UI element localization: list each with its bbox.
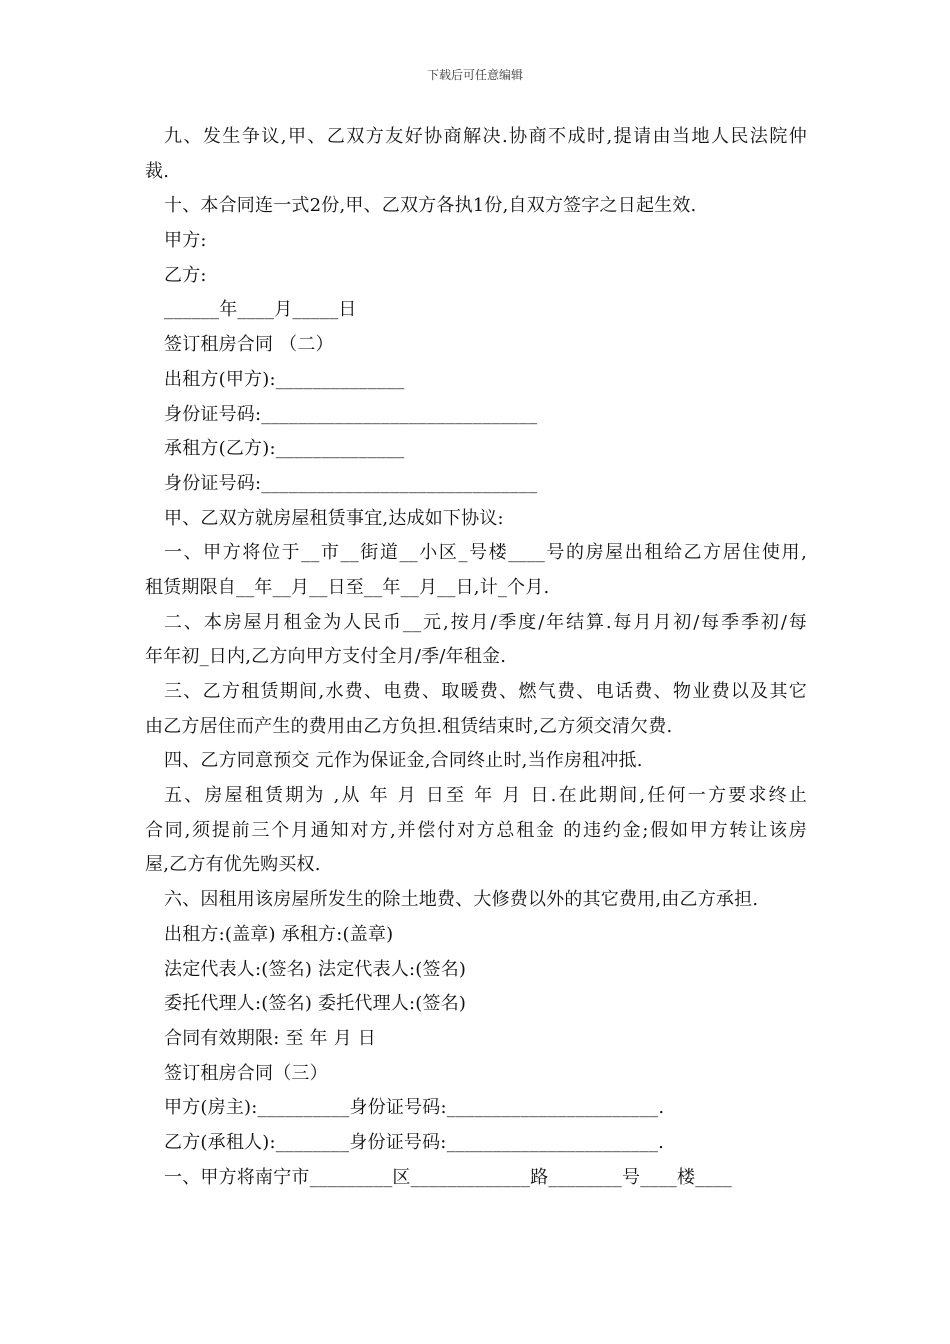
text-line: 乙方: [164,264,207,286]
text-line: 由乙方居住而产生的费用由乙方负担.租赁结束时,乙方须交清欠费. [145,715,673,737]
text-line: 法定代表人:(签名) 法定代表人:(签名) [164,958,467,980]
text-line: 签订租房合同（三） [164,1062,328,1084]
text-line: 委托代理人:(签名) 委托代理人:(签名) [164,993,467,1015]
contract-body [145,120,807,1195]
text-line: 年年初_日内,乙方向甲方支付全月/季/年租金. [145,646,507,668]
text-line: 三、乙方租赁期间,水费、电费、取暖费、燃气费、电话费、物业费以及其它 [164,681,807,702]
text-line: 甲方(房主):__________身份证号码:_______________________. [164,1097,665,1119]
text-line: 出租方:(盖章) 承租方:(盖章) [164,923,394,945]
text-line: 签订租房合同 （二） [164,334,334,356]
text-line: 五、房屋租赁期为 ,从 年 月 日至 年 月 日.在此期间,任何一方要求终止 [164,785,807,807]
text-line: 身份证号码:______________________________ [164,403,538,425]
text-line: 甲方: [164,230,207,252]
text-line: 四、乙方同意预交 元作为保证金,合同终止时,当作房租冲抵. [164,750,643,772]
text-line: 甲、乙双方就房屋租赁事宜,达成如下协议: [164,507,504,529]
text-line: 承租方(乙方):______________ [164,438,405,460]
text-line: 六、因租用该房屋所发生的除土地费、大修费以外的其它费用,由乙方承担. [164,889,759,911]
text-line: 一、甲方将位于__市__街道__小区_号楼____号的房屋出租给乙方居住使用, [164,542,807,564]
text-line: 身份证号码:______________________________ [164,472,538,494]
text-line: 裁. [145,160,170,182]
text-line: 乙方(承租人):________身份证号码:_______________________. [164,1131,665,1153]
text-line: 九、发生争议,甲、乙双方友好协商解决.协商不成时,提请由当地人民法院仲 [164,126,807,147]
text-line: ______年____月_____日 [164,299,357,321]
text-line: 屋,乙方有优先购买权. [145,854,321,876]
text-line: 出租方(甲方):______________ [164,368,405,390]
page-header-note: 下载后可任意编辑 [426,68,523,82]
text-line: 合同,须提前三个月通知对方,并偿付对方总租金 的违约金;假如甲方转让该房 [145,819,807,841]
text-line: 租赁期限自__年__月__日至__年__月__日,计_个月. [145,576,550,598]
text-line: 十、本合同连一式2份,甲、乙双方各执1份,自双方签字之日起生效. [164,195,697,217]
text-line: 合同有效期限: 至 年 月 日 [164,1027,376,1049]
text-line: 一、甲方将南宁市_________区_____________路________号____楼____ [164,1166,732,1188]
text-line: 二、本房屋月租金为人民币__元,按月/季度/年结算.每月月初/每季季初/每 [164,611,807,633]
